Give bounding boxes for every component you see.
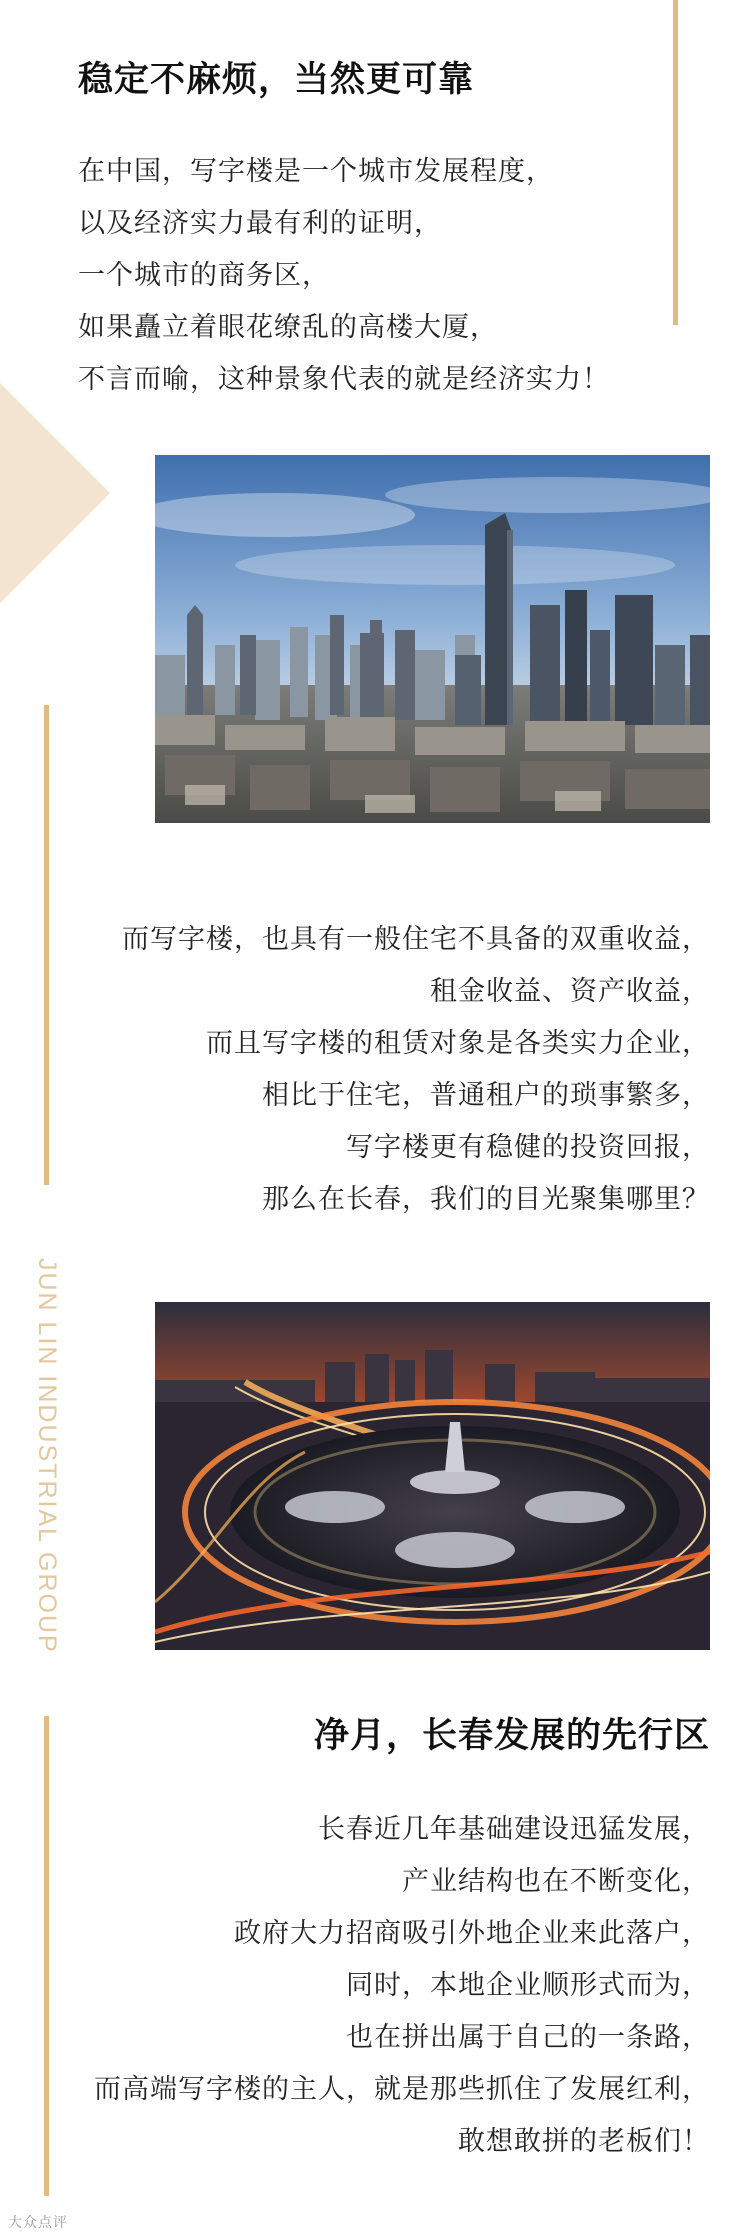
decorative-gold-bar-top	[673, 0, 678, 325]
decorative-gold-bar-left	[44, 705, 49, 1185]
paragraph-line: 而且写字楼的租赁对象是各类实力企业，	[206, 1028, 710, 1059]
paragraph-line: 那么在长春，我们的目光聚集哪里？	[262, 1184, 710, 1215]
paragraph-line: 写字楼更有稳健的投资回报，	[346, 1132, 710, 1163]
paragraph-line: 租金收益、资产收益，	[430, 976, 710, 1007]
watermark-text: 大众点评	[8, 2215, 68, 2231]
paragraph-line: 长春近几年基础建设迅猛发展，	[318, 1814, 710, 1845]
section-heading-stable: 稳定不麻烦，当然更可靠	[78, 60, 475, 100]
section-paragraph-intro	[78, 146, 610, 406]
section-paragraph-development	[94, 1804, 710, 2168]
roundabout-night-photo	[155, 1302, 710, 1650]
decorative-gold-bar-bottom-left	[44, 1716, 49, 2196]
paragraph-line: 以及经济实力最有利的证明，	[78, 208, 442, 239]
paragraph-line: 在中国，写字楼是一个城市发展程度，	[78, 156, 554, 187]
roundabout-night-image	[155, 1302, 710, 1650]
paragraph-line: 而写字楼，也具有一般住宅不具备的双重收益，	[122, 924, 710, 955]
brand-vertical-text: JUN LIN INDUSTRIAL GROUP	[33, 1258, 61, 1654]
paragraph-line: 也在拼出属于自己的一条路，	[346, 2022, 710, 2053]
paragraph-line: 不言而喻，这种景象代表的就是经济实力！	[78, 364, 610, 395]
city-skyline-image	[155, 455, 710, 823]
section-heading-jingyue: 净月，长春发展的先行区	[313, 1716, 710, 1756]
paragraph-line: 敢想敢拼的老板们！	[458, 2126, 710, 2157]
paragraph-line: 一个城市的商务区，	[78, 260, 330, 291]
paragraph-line: 而高端写字楼的主人，就是那些抓住了发展红利，	[94, 2074, 710, 2105]
decorative-beige-triangle	[0, 383, 110, 603]
paragraph-line: 政府大力招商吸引外地企业来此落户，	[234, 1918, 710, 1949]
paragraph-line: 产业结构也在不断变化，	[402, 1866, 710, 1897]
paragraph-line: 如果矗立着眼花缭乱的高楼大厦，	[78, 312, 498, 343]
paragraph-line: 相比于住宅，普通租户的琐事繁多，	[262, 1080, 710, 1111]
city-skyline-photo	[155, 455, 710, 823]
section-paragraph-benefits	[122, 914, 710, 1226]
paragraph-line: 同时，本地企业顺形式而为，	[346, 1970, 710, 2001]
